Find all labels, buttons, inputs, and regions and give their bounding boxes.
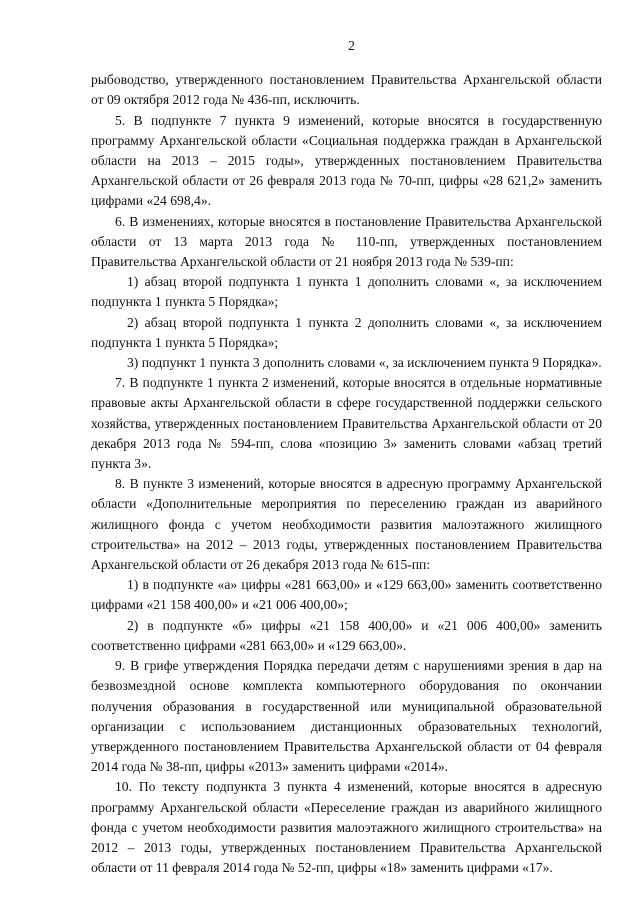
subitem-6-3: 3) подпункт 1 пункта 3 дополнить словами «, за исключением пункта 9 Порядка». <box>127 355 602 371</box>
subitem-6-1: 1) абзац второй подпункта 1 пункта 1 дополнить словами «, за исключением подпункта 1 пункта 5 Порядка»; <box>91 274 602 310</box>
paragraph-item-6: 6. В изменениях, которые вносятся в постановление Правительства Архангельской области от 13 марта 2013 года № 110-пп, утвержденных постановлением Правительства Архангельской области от 21 ноября 2013 года № 539-пп: <box>91 213 602 270</box>
subitem-8-1: 1) в подпункте «а» цифры «281 663,00» и «129 663,00» заменить соответственно цифрами «21 158 400,00» и «21 006 400,00»; <box>91 577 602 613</box>
paragraph-item-9: 9. В грифе утверждения Порядка передачи детям с нарушениями зрения в дар на безвозмездной основе комплекта компьютерного оборудования по окончании получения образования в государственной или муниципальной образовательной организации с использованием дистанционных образовательных технологий, утвержденного постановлением Правительства Архангельской области от 04 февраля 2014 года № 38-пп, цифры «2013» заменить цифрами «2014». <box>91 658 602 775</box>
paragraph-item-8: 8. В пункте 3 изменений, которые вносятся в адресную программу Архангельской области «Дополнительные мероприятия по переселению граждан из аварийного жилищного фонда с учетом необходимости развития малоэтажного жилищного строительства» на 2012 – 2013 годы, утвержденных постановлением Правительства Архангельской области от 26 декабря 2013 года № 615-пп: <box>91 476 602 573</box>
subitem-8-2: 2) в подпункте «б» цифры «21 158 400,00» и «21 006 400,00» заменить соответственно цифрами «281 663,00» и «129 663,00». <box>91 617 602 653</box>
paragraph-item-7: 7. В подпункте 1 пункта 2 изменений, которые вносятся в отдельные нормативные правовые акты Архангельской области в сфере государственной поддержки сельского хозяйства, утвержденных постановлением Правительства Архангельской области от 20 декабря 2013 года № 594-пп, слова «позицию 3» заменить словами «абзац третий пункта 3». <box>91 375 602 472</box>
page-number: 2 <box>348 38 355 53</box>
paragraph-item-10: 10. По тексту подпункта 3 пункта 4 изменений, которые вносятся в адресную программу Архангельской области «Переселение граждан из аварийного жилищного фонда с учетом необходимости развития малоэтажного жилищного строительства» на 2012 – 2013 годы, утвержденных постановлением Правительства Архангельской области от 11 февраля 2014 года № 52-пп, цифры «18» заменить цифрами «17». <box>91 779 602 876</box>
subitem-6-2: 2) абзац второй подпункта 1 пункта 2 дополнить словами «, за исключением подпункта 1 пункта 5 Порядка»; <box>91 314 602 350</box>
paragraph-item-5: 5. В подпункте 7 пункта 9 изменений, которые вносятся в государственную программу Архангельской области «Социальная поддержка граждан в Архангельской области на 2013 – 2015 годы», утвержденных постановлением Правительства Архангельской области от 26 февраля 2013 года № 70-пп, цифры «28 621,2» заменить цифрами «24 698,4». <box>91 112 602 209</box>
paragraph-continuation: рыбоводство, утвержденного постановлением Правительства Архангельской области от 09 октября 2012 года № 436-пп, исключить. <box>91 72 602 108</box>
document-body <box>91 70 602 878</box>
